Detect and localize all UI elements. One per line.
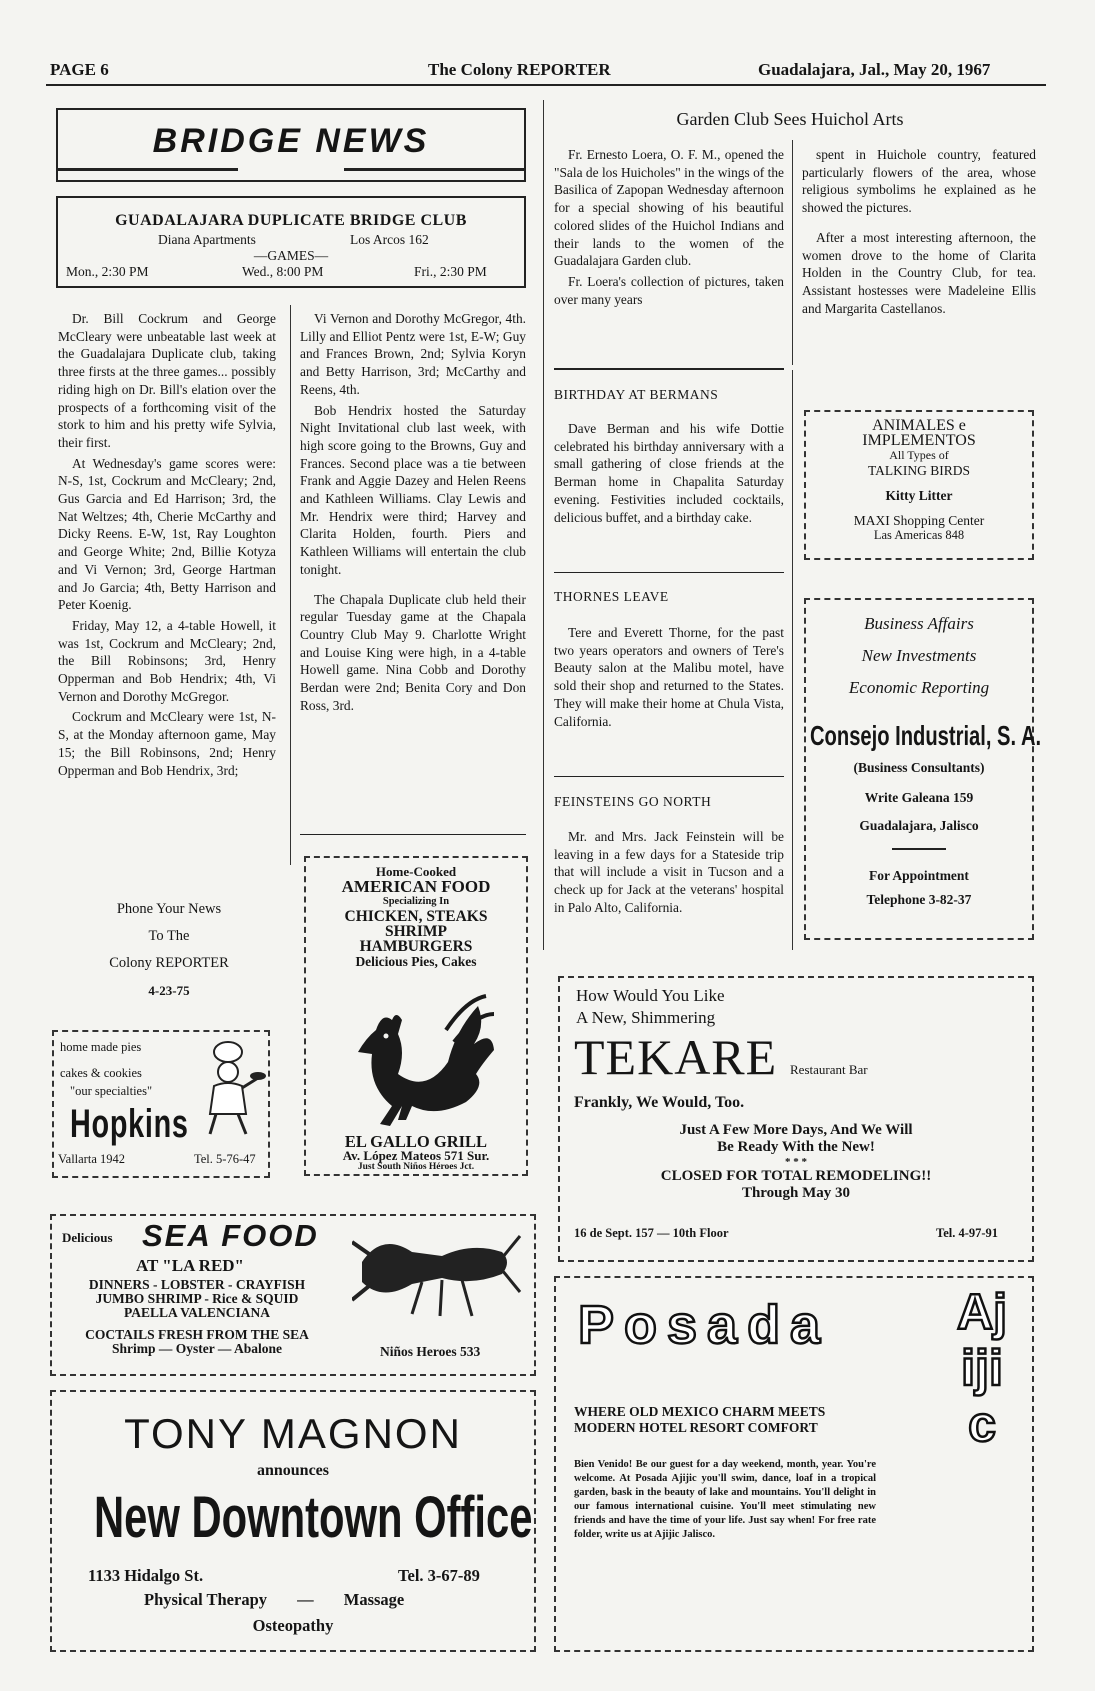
animales-line: IMPLEMENTOS (862, 432, 976, 449)
tekare-frankly: Frankly, We Would, Too. (574, 1094, 745, 1111)
animales-line: MAXI Shopping Center (853, 513, 985, 528)
magnon-dash: — (297, 1590, 314, 1609)
posada-name: Posada (578, 1295, 831, 1355)
thornes-text (554, 624, 784, 733)
garden-title: Garden Club Sees Huichol Arts (676, 109, 904, 129)
paragraph: Vi Vernon and Dorothy McGregor, 4th. Lilly and Elliot Pentz were 1st, E-W; Guy and Frances Brown, 2nd; Sylvia Koryn and Betty Harrison, 3rd; McCarthy and Reens, 4th. (300, 311, 526, 397)
gallo-address: Av. López Mateos 571 Sur. (342, 1148, 490, 1163)
gallo-line: Specializing In (382, 896, 450, 907)
games-label: —GAMES— (253, 248, 329, 263)
gallo-name: EL GALLO GRILL (344, 1132, 488, 1151)
game-time: Mon., 2:30 PM (66, 264, 149, 279)
venue-right: Los Arcos 162 (350, 232, 429, 247)
section-rule (554, 572, 784, 573)
gallo-line: AMERICAN FOOD (341, 877, 491, 896)
hopkins-ad (52, 1030, 270, 1178)
hopkins-name: Hopkins (70, 1102, 189, 1146)
animales-line: TALKING BIRDS (867, 463, 971, 478)
magnon-headline: New Downtown Office (94, 1485, 533, 1550)
seafood-line: PAELLA VALENCIANA (124, 1305, 270, 1320)
hopkins-line: "our specialties" (70, 1084, 153, 1098)
phone-line: Colony REPORTER (109, 955, 229, 971)
gallo-line: SHRIMP (385, 923, 447, 940)
birthday-title: BIRTHDAY AT BERMANS (554, 387, 719, 402)
paragraph: Fr. Ernesto Loera, O. F. M., opened the "Sala de los Huicholes" in the wings of the Basilica of Zapopan Wednesday afternoon for a special showing of his beautiful colored slides of the Huichol Indians and their lands to the women of the Guadalajara Garden club. (554, 147, 784, 269)
masthead-rule (46, 84, 1046, 86)
paragraph: Cockrum and McCleary were 1st, N-S, at the Monday afternoon game, May 15; the Bill Robinsons, 2nd; Henry Opperman and Bob Hendrix, 3rd; (58, 709, 276, 778)
phone-line: Phone Your News (116, 901, 222, 917)
birthday-text (554, 420, 784, 529)
paragraph: Dave Berman and his wife Dottie celebrated his birthday anniversary with a small gathering of close friends at the Berman home in Chapalita Saturday evening. Festivities included cocktails, delicious buffet, and a birthday cake. (554, 421, 784, 525)
feinsteins-text (554, 828, 784, 920)
page-number: PAGE 6 (50, 60, 109, 79)
paragraph: After a most interesting afternoon, the women drove to the home of Clarita Holden in the Country Club, for tea. Assistant hostesses were Madeleine Ellis and Margarita Castellanos. (802, 229, 1036, 316)
gallo-line: CHICKEN, STEAKS (344, 908, 488, 925)
game-time: Wed., 8:00 PM (242, 264, 324, 279)
seafood-prefix: Delicious (62, 1230, 113, 1245)
feinsteins-title: FEINSTEINS GO NORTH (554, 794, 712, 809)
tekare-address: 16 de Sept. 157 — 10th Floor (574, 1226, 729, 1240)
bridge-title: BRIDGE NEWS (152, 122, 430, 160)
tekare-sub: Restaurant Bar (790, 1062, 868, 1077)
posada-body: Bien Venido! Be our guest for a day weekend, month, year. You're welcome. At Posada Ajijic you'll swim, dance, loaf in a tropical garden, bask in the beauty of lake and mountains. You'll delight in our famous international cuisine. You'll meet stimulating new friends and have the time of your life. Just say when! For free rate folder, write us at Ajijic Jalisco. (574, 1459, 876, 1540)
gallo-ad (304, 856, 528, 1176)
gallo-line: Home-Cooked (375, 864, 457, 879)
seafood-line: Shrimp — Oyster — Abalone (111, 1341, 282, 1356)
consejo-name: Consejo Industrial, S. A. (810, 720, 1042, 751)
bridge-column-1 (58, 310, 276, 782)
dateline: Guadalajara, Jal., May 20, 1967 (758, 60, 991, 79)
tekare-ad (558, 976, 1034, 1262)
tekare-line: Be Ready With the New! (717, 1139, 875, 1155)
hopkins-line: cakes & cookies (60, 1066, 142, 1080)
consejo-address: Guadalajara, Jalisco (859, 818, 979, 833)
magnon-address: 1133 Hidalgo St. (88, 1566, 204, 1585)
tekare-closed: CLOSED FOR TOTAL REMODELING!! (660, 1168, 932, 1184)
posada-ad (554, 1276, 1034, 1652)
paragraph: Fr. Loera's collection of pictures, taken over many years (554, 273, 784, 307)
rooster-illustration (336, 990, 496, 1140)
tekare-through: Through May 30 (741, 1185, 851, 1201)
animales-line: Kitty Litter (885, 488, 953, 503)
club-name: GUADALAJARA DUPLICATE BRIDGE CLUB (115, 212, 467, 229)
seafood-address: Niños Heroes 533 (380, 1344, 481, 1359)
animales-ad (804, 410, 1034, 560)
lobster-illustration (352, 1222, 522, 1322)
consejo-sub: (Business Consultants) (853, 760, 985, 775)
seafood-line: JUMBO SHRIMP - Rice & SQUID (95, 1291, 299, 1306)
paragraph: Mr. and Mrs. Jack Feinstein will be leaving in a few days for a Stateside trip that will include a visit in Tucson and a check up for Jack at the veterans' hospital in Palo Alto, California. (554, 829, 784, 915)
bridge-header-box (56, 108, 526, 182)
hopkins-line: home made pies (60, 1040, 142, 1054)
phone-line: To The (148, 928, 190, 944)
venue-left: Diana Apartments (158, 232, 256, 247)
tekare-line: Just A Few More Days, And We Will (679, 1122, 913, 1138)
paragraph: Dr. Bill Cockrum and George McCleary were unbeatable last week at the Guadalajara Duplicate club, taking three firsts at the three games... possibly riding high on Dr. Bill's elation over the prospects of a forthcoming visit of the stork to him and his pretty wife Sylvia, their first. (58, 311, 276, 450)
magnon-announces: announces (256, 1462, 330, 1479)
column-rule (792, 370, 793, 950)
title-rule (344, 168, 524, 171)
consejo-ad (804, 598, 1042, 940)
paragraph: Tere and Everett Thorne, for the past two years operators and owners of Tere's Beauty salon at the Malibu motel, have sold their shop and returned to the States. They will make their home at Chula Vista, California. (554, 625, 784, 729)
paragraph: The Chapala Duplicate club held their regular Tuesday game at the Chapala Country Club May 9. Charlotte Wright and Louise King were high, in a 4-table Howell game. Nina Cobb and Dorothy Berdan were 2nd; Benita Cory and Don Ross, 3rd. (300, 591, 526, 713)
paragraph: Friday, May 12, a 4-table Howell, it was 1st, Cockrum and McCleary; 2nd, the Bill Robinsons; 3rd, Henry Opperman and Bob Hendrix; 4th, Vi Vernon and Dorothy McGregor. (58, 617, 276, 704)
gallo-directions: Just South Niños Héroes Jct. (357, 1162, 475, 1172)
seafood-ad (50, 1214, 536, 1376)
tekare-line: How Would You Like (576, 986, 725, 1005)
section-rule (554, 368, 784, 370)
paragraph: spent in Huichole country, featured particularly flowers of the area, whose religious symbolims he explained as he showed the pictures. (802, 147, 1036, 216)
magnon-service: Osteopathy (252, 1616, 334, 1635)
tekare-tel: Tel. 4-97-91 (936, 1226, 999, 1240)
animales-line: All Types of (889, 448, 949, 462)
consejo-appointment: For Appointment (869, 868, 969, 883)
posada-tagline: MODERN HOTEL RESORT COMFORT (574, 1420, 818, 1435)
consejo-rule (892, 848, 946, 850)
chef-illustration (200, 1038, 266, 1138)
column-rule (543, 100, 544, 950)
tekare-line: A New, Shimmering (576, 1008, 716, 1027)
posada-tagline: WHERE OLD MEXICO CHARM MEETS (574, 1404, 826, 1419)
gallo-line: HAMBURGERS (359, 938, 473, 955)
consejo-line: Business Affairs (864, 614, 974, 633)
seafood-at: AT "LA RED" (136, 1256, 244, 1275)
magnon-service: Physical Therapy (144, 1590, 268, 1609)
column-rule (290, 305, 291, 865)
thornes-title: THORNES LEAVE (554, 589, 669, 604)
garden-column-left (554, 146, 784, 311)
consejo-line: Economic Reporting (848, 678, 990, 697)
tekare-stars: * * * (785, 1156, 807, 1168)
animales-line: ANIMALES e (872, 417, 966, 434)
tekare-name: TEKARE (574, 1029, 778, 1085)
phone-number: 4-23-75 (148, 983, 190, 998)
animales-line: Las Americas 848 (873, 528, 965, 542)
bridge-end-rule (300, 834, 526, 835)
garden-column-right (802, 146, 1036, 320)
seafood-line: COCTAILS FRESH FROM THE SEA (85, 1327, 309, 1342)
gallo-line: Delicious Pies, Cakes (355, 954, 477, 969)
magnon-service: Massage (343, 1590, 405, 1609)
paper-name: The Colony REPORTER (428, 60, 611, 79)
phone-box (58, 896, 280, 1004)
section-rule (554, 776, 784, 777)
consejo-address: Write Galeana 159 (864, 790, 974, 805)
column-rule (792, 140, 793, 365)
magnon-tel: Tel. 3-67-89 (398, 1566, 480, 1585)
consejo-line: New Investments (861, 646, 977, 665)
consejo-tel: Telephone 3-82-37 (866, 892, 972, 907)
posada-vertical: Ajijic (957, 1284, 1007, 1452)
hopkins-tel: Tel. 5-76-47 (194, 1152, 256, 1166)
bridge-column-2 (300, 310, 526, 717)
game-time: Fri., 2:30 PM (414, 264, 487, 279)
paragraph: At Wednesday's game scores were: N-S, 1st, Cockrum and McCleary; 2nd, Gus Garcia and Ed Harrison; 3rd, the Nat Weltzes; 4th, Cherie McCarthy and Dicky Reens. E-W, 1st, Ray Loughton and George White; 2nd, Billie Kotyza and Vi Vernon; 3rd, George Hartman and Jo Garcia; 4th, Betty Harrison and Peter Koenig. (58, 455, 276, 613)
seafood-line: DINNERS - LOBSTER - CRAYFISH (88, 1277, 306, 1292)
magnon-ad (50, 1390, 536, 1652)
title-rule (58, 168, 238, 171)
magnon-name: TONY MAGNON (124, 1410, 462, 1457)
hopkins-address: Vallarta 1942 (58, 1152, 125, 1166)
bridge-club-box (56, 196, 526, 288)
seafood-title: SEA FOOD (142, 1218, 319, 1253)
paragraph: Bob Hendrix hosted the Saturday Night Invitational club last week, with high score going to the Browns, Guy and Frances. Second place was a tie between Frank and Aggie Dazey and Helen Reens and Kathleen Williams. Clay Lewis and Mr. Hendrix were third; Harvey and Clarita Holden, fourth. Piers and Kathleen Williams will entertain the club tonight. (300, 402, 526, 577)
